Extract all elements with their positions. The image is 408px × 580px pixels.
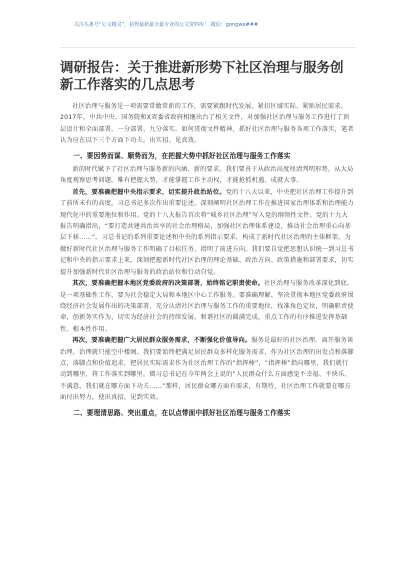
document-body: [60, 60, 354, 421]
section-2-heading: 二、要理清思路、突出重点，在以点带面中抓好社区治理与服务工作落实: [73, 408, 291, 417]
section-1-paragraph-2: [60, 187, 354, 278]
page-title: 调研报告：关于推进新形势下社区治理与服务创新工作落实的几点思考: [60, 60, 344, 93]
paragraph-lead: 其次，要准确把握本地区党委政府的决策部署，始终铭记职责使命。: [72, 280, 265, 288]
section-1-heading: 一、要因势而谋、顺势而为，在把握大势中抓好社区治理与服务工作落实: [73, 151, 291, 160]
intro-paragraph: 社区治理与服务是一项需要常做常新的工作，需要紧跟时代发展、紧扣区域实际、紧贴居民需求。2017年，中共中央、国务院和X省委省政府相继出台了相关文件，对加强社区治理与服务工作进行了顶层设计和全面部署。一分部署，九分落实。如何贯彻文件精神，抓好社区治理与服务各项工作落实，笔者认为应在以下三个方面下功夫，出实招、见真效。: [60, 103, 354, 145]
divider: [60, 47, 356, 48]
paragraph-text: 党的十八大以来，中央把社区治理工作提升到了前所未有的高度。习总书记多次作出重要论述，深刻阐明社区治理工作在推进国家治理体系和治理能力现代化中的重要地位和作用。党的十八大报告首次将“城乡社区治理”写入党的纲领性文件。党的十九大报告明确指出，“要打造共建共治共享的社会治理格局，加强社区治理体系建设，推动社会治理重心向基层下移……”。习总书记的系列重要论述和中央的系列指示要求，构成了新时代社区治理的主体框架，为做好新时代社区治理与服务工作明确了目标任务，指明了前进方向。我们要自觉把思想认识统一到习总书记和中央的指示要求上来，深刻把握新时代社区治理的理论基础、政治方向、政策措施和部署要求，切实提升加强新时代社区治理与服务的政治站位和行动自觉。: [60, 188, 354, 276]
paragraph-text: 服务是最好的社区治理。离开服务谈治理，治理就只能空中楼阁。我们要始终把满足居民群众多样化服务需求，作为社区治理的出发点和落脚点，落脚点和价值追求，把居民实际需求作为社区治理工作的“指挥棒”，“指挥棒”指向哪里，我们就行动到哪里，将工作落实到哪里。微习总书记在今年两会上说的“人民群众什么方面感觉不幸福、不快乐、不满意，我们就在哪方面下功夫……”那样，居民群众哪方面有需求，有期待，社区治理工作就要在哪方面付出努力，使出真招、见到实效。: [60, 337, 354, 402]
promo-banner: 关注头条号“公文精灵”，获得最新最全最专业的公文资料库！ 微信：gongwe###: [74, 22, 259, 28]
paragraph-text: 社区治理与服务改革深化到底，是一项基础性工作，要为社会稳定大局和本地区中心工作服务。要准确理解、坚决贯彻本地区党委政府围绕经济社会发展作出的决策部署，充分认清社区治理与服务工作的重要地位，找准角色定位，明确职责使命，创新务实作为，切实为经济社会的持续发展、和谐社区的圆满完成，重点工作的有序推进发挥基础性、根本性作用。: [60, 280, 354, 333]
paragraph-lead: 首先，要准确把握中央指示要求，切实提升政治站位。: [72, 188, 226, 196]
section-1-paragraph-4: [60, 335, 354, 403]
section-1-paragraph-3: [60, 278, 354, 335]
section-1-paragraph-1: 新的时代赋予了社区治理与服务新的内涵、新的要求。我们要善于从政治高度厘清判明形势，从大局角度观察思考问题。唯有把握大势，才能掌握工作主动权，才能抢抓机遇、成就大事。: [60, 166, 354, 185]
paragraph-lead: 再次，要准确把握广大居民群众服务需求，不断强化价值导向。: [72, 337, 252, 345]
